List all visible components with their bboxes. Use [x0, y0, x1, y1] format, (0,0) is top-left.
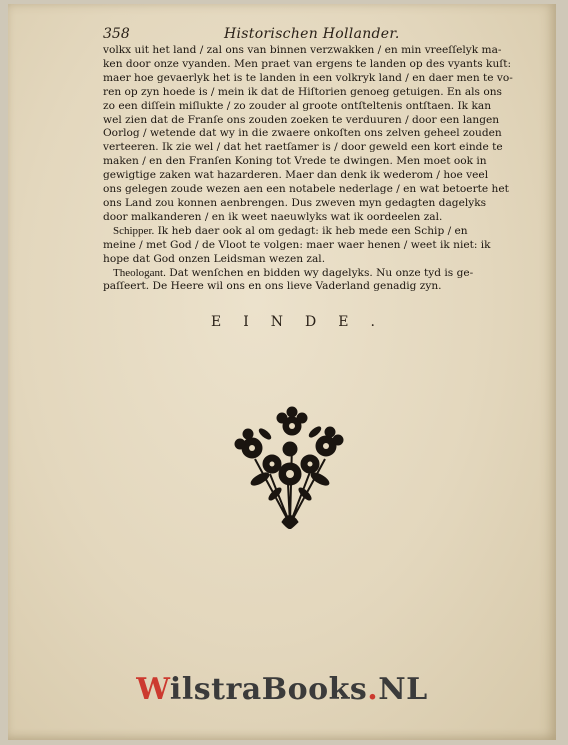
- text-line: ons Land zou konnen aenbrengen. Dus zweven myn gedagten dagelyks: [103, 196, 487, 209]
- text-line: zo een diſſein miſlukte / zo zouder al groote ontſteltenis ontſtaen. Ik kan: [103, 99, 492, 112]
- text-line: [103, 267, 521, 281]
- book-page: [8, 4, 556, 740]
- text-line: Oorlog / wetende dat wy in die zwaere onkoſten ons zelven geheel zouden: [103, 127, 502, 140]
- text-line: verteeren. Ik zie wel / dat het raetſamer is / door geweld een kort einde te: [103, 141, 503, 154]
- text-line: gewigtige zaken wat hazarderen. Maer dan denk ik wederom / hoe veel: [103, 169, 489, 182]
- page-header: [103, 26, 506, 42]
- wilstrabooks-watermark: [8, 672, 556, 707]
- speech-theologant: [103, 267, 521, 295]
- text-line: ken door onze vyanden. Men praet van ergens te landen op des vyants kuſt:: [103, 57, 512, 70]
- text-line: volkx uit het land / zal ons van binnen verzwakken / en min vreeſſelyk ma-: [103, 44, 502, 56]
- text-line: hope dat God onzen Leidsman wezen zal.: [103, 252, 326, 265]
- text-line: wel zien dat de Franſe ons zouden zoeken te verduuren / door een langen: [103, 113, 500, 126]
- text-line: ren op zyn hoede is / mein ik dat de Hiſtorien genoeg getuigen. En als ons: [103, 85, 502, 98]
- floral-ornament-icon: [230, 404, 350, 529]
- text-line: [103, 225, 521, 239]
- running-title: Historischen Hollander.: [224, 26, 400, 42]
- watermark-middle: ilstraBooks: [169, 672, 368, 707]
- text-line: ons gelegen zoude wezen aen een notabele nederlage / en wat betoerte het: [103, 183, 509, 196]
- speech-text: Dat wenſchen en bidden wy dagelyks. Nu onze tyd is ge-: [169, 266, 474, 279]
- page-number: 358: [103, 26, 130, 42]
- text-line: paſſeert. De Heere wil ons en ons lieve Vaderland genadig zyn.: [103, 280, 442, 293]
- closing-word: EINDE.: [211, 314, 397, 330]
- speech-text: Ik heb daer ook al om gedagt: ik heb mede een Schip / en: [157, 224, 468, 237]
- paragraph: [103, 44, 521, 225]
- speech-schipper: [103, 225, 521, 267]
- text-line: maer hoe gevaerlyk het is te landen in een volkryk land / en daer men te vo-: [103, 71, 513, 84]
- text-line: maken / en den Franſen Koning tot Vrede te dwingen. Men moet ook in: [103, 155, 487, 168]
- speaker-name: Theologant.: [113, 266, 166, 279]
- body-text: [103, 44, 521, 294]
- watermark-dot: .: [367, 672, 379, 707]
- watermark-initial: W: [136, 672, 170, 707]
- speaker-name: Schipper.: [113, 224, 155, 237]
- watermark-suffix: NL: [378, 672, 428, 707]
- text-line: meine / met God / de Vloot te volgen: maer waer henen / weet ik niet: ik: [103, 238, 491, 251]
- text-line: door malkanderen / en ik weet naeuwlyks wat ik oordeelen zal.: [103, 210, 443, 223]
